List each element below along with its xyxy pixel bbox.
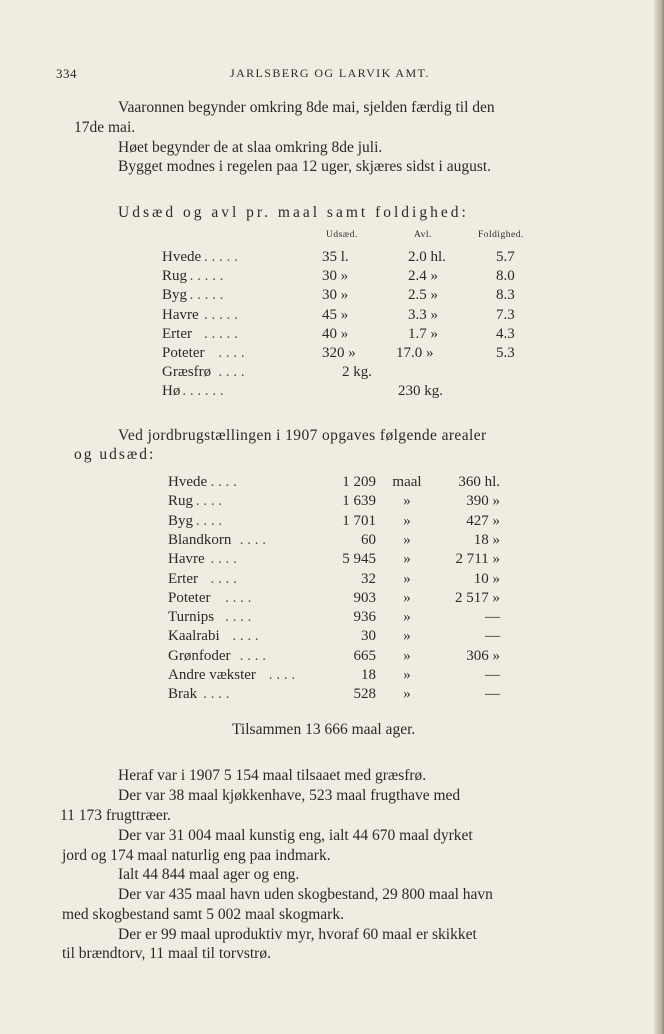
- leader-dots: . . . .: [239, 647, 266, 664]
- census-row-area: 1 639: [342, 493, 376, 510]
- census-row-area: 936: [353, 609, 376, 626]
- yield-row-harvest: 1.7 »: [408, 325, 438, 342]
- yield-row-fold: 7.3: [496, 306, 515, 323]
- closing-line-10: til brændtorv, 11 maal til torvstrø.: [62, 945, 271, 962]
- census-row-amount: 306 »: [466, 647, 500, 664]
- yield-row-fold: 8.3: [496, 287, 515, 304]
- census-row-unit: »: [403, 667, 411, 683]
- census-row-unit: »: [403, 686, 411, 703]
- census-row-crop: Blandkorn: [168, 531, 232, 548]
- yield-row-crop: Rug: [162, 268, 188, 285]
- census-row-area: 18: [361, 667, 376, 683]
- census-row-unit: »: [403, 647, 411, 664]
- yield-row-fold: 5.3: [496, 345, 515, 361]
- yield-row-fold: 4.3: [496, 325, 515, 342]
- closing-line-9: Der er 99 maal uproduktiv myr, hvoraf 60 maal er skikket: [118, 926, 477, 943]
- census-row-amount: 2 517 »: [455, 589, 500, 606]
- census-row-area: 32: [361, 570, 376, 587]
- leader-dots: . . . .: [225, 589, 252, 606]
- census-row-unit: »: [403, 512, 411, 529]
- census-row-amount: 427 »: [466, 512, 500, 529]
- yield-row-harvest: 230 kg.: [398, 383, 443, 400]
- census-row-crop: Rug: [168, 493, 194, 510]
- leader-dots: . . . . .: [204, 325, 238, 342]
- yield-row-sown: 30 »: [322, 287, 349, 304]
- yield-row-sown: 35 l.: [322, 249, 349, 265]
- yield-row-crop: Græsfrø: [162, 364, 212, 381]
- census-row-amount: 18 »: [473, 531, 500, 548]
- leader-dots: . . . .: [195, 493, 223, 510]
- census-row-unit: »: [403, 570, 411, 587]
- yield-row-sown: 30 »: [322, 268, 349, 285]
- leader-dots: . . . .: [203, 686, 230, 703]
- census-row-area: 665: [353, 647, 376, 664]
- page-header: [56, 66, 608, 84]
- leader-dots: . . . .: [210, 474, 237, 490]
- census-row-crop: Hvede: [168, 474, 208, 490]
- yield-row-fold: 8.0: [496, 268, 515, 285]
- census-total: Tilsammen 13 666 maal ager.: [232, 721, 416, 738]
- census-row-unit: »: [403, 589, 411, 606]
- census-row-unit: maal: [392, 474, 422, 490]
- closing-line-8: med skogbestand samt 5 002 maal skogmark.: [62, 906, 344, 923]
- census-row-amount: 390 »: [466, 493, 500, 510]
- running-title: JARLSBERG OG LARVIK AMT.: [230, 66, 430, 80]
- census-heading-line-1: Ved jordbrugstællingen i 1907 opgaves følgende arealer: [118, 427, 487, 444]
- census-row-crop: Poteter: [168, 589, 211, 606]
- closing-line-7: Der var 435 maal havn uden skogbestand, 29 800 maal havn: [118, 886, 493, 903]
- census-row-unit: »: [403, 551, 411, 568]
- leader-dots: . . . . .: [189, 287, 224, 304]
- census-row-amount: —: [485, 628, 500, 645]
- leader-dots: . . . .: [218, 364, 245, 381]
- leader-dots: . . . . .: [204, 249, 238, 265]
- closing-line-1: Heraf var i 1907 5 154 maal tilsaaet med græsfrø.: [118, 767, 427, 784]
- yield-row-sown: 2 kg.: [342, 364, 372, 381]
- book-spine-shadow: [654, 0, 664, 1034]
- yield-heading: Udsæd og avl pr. maal samt foldighed:: [118, 204, 469, 221]
- leader-dots: . . . .: [210, 570, 237, 587]
- census-row-area: 1 209: [342, 474, 376, 490]
- census-row-amount: —: [485, 609, 500, 626]
- census-row-area: 30: [361, 628, 376, 645]
- census-row-amount: —: [485, 667, 500, 683]
- intro-line-3: Høet begynder de at slaa omkring 8de juli.: [118, 139, 383, 156]
- leader-dots: . . . .: [268, 667, 296, 683]
- yield-row-crop: Erter: [162, 325, 192, 342]
- leader-dots: . . . . .: [204, 306, 238, 323]
- intro-line-4: Bygget modnes i regelen paa 12 uger, skjæres sidst i august.: [118, 158, 492, 175]
- yield-row-harvest: 17.0 »: [396, 345, 434, 361]
- census-row-crop: Byg: [168, 512, 194, 529]
- census-row-amount: 10 »: [473, 570, 500, 587]
- census-row-unit: »: [403, 531, 411, 548]
- leader-dots: . . . . . .: [182, 383, 224, 400]
- census-row-amount: 2 711 »: [455, 551, 500, 568]
- intro-line-1: Vaaronnen begynder omkring 8de mai, sjelden færdig til den: [118, 99, 495, 116]
- col-header-sown: Udsæd.: [326, 230, 358, 240]
- yield-row-harvest: 2.0 hl.: [408, 249, 446, 265]
- census-row-crop: Turnips: [168, 609, 215, 626]
- closing-line-3: 11 173 frugttræer.: [60, 807, 171, 824]
- census-row-area: 903: [353, 589, 376, 606]
- census-row-unit: »: [403, 493, 411, 510]
- yield-row-harvest: 3.3 »: [408, 306, 438, 323]
- census-row-amount: —: [485, 686, 500, 703]
- census-row-unit: »: [403, 628, 411, 645]
- census-row-crop: Havre: [168, 551, 205, 568]
- yield-row-sown: 40 »: [322, 325, 349, 342]
- census-row-amount: 360 hl.: [458, 474, 500, 490]
- census-row-crop: Erter: [168, 570, 198, 587]
- leader-dots: . . . .: [239, 531, 266, 548]
- yield-row-fold: 5.7: [496, 249, 515, 265]
- yield-row-sown: 320 »: [322, 345, 356, 361]
- census-heading-line-2: og udsæd:: [74, 446, 156, 463]
- census-row-crop: Grønfoder: [168, 647, 231, 664]
- census-row-area: 1 701: [342, 512, 376, 529]
- yield-row-crop: Havre: [162, 306, 199, 323]
- closing-line-2: Der var 38 maal kjøkkenhave, 523 maal frugthave med: [118, 787, 461, 804]
- intro-line-2: 17de mai.: [74, 119, 136, 136]
- census-row-area: 60: [361, 531, 376, 548]
- yield-row-harvest: 2.5 »: [408, 287, 438, 304]
- census-row-area: 528: [353, 686, 376, 703]
- leader-dots: . . . .: [232, 628, 259, 645]
- census-row-crop: Andre vækster: [168, 667, 256, 683]
- census-row-area: 5 945: [342, 551, 376, 568]
- closing-line-5: jord og 174 maal naturlig eng paa indmark.: [62, 847, 331, 864]
- yield-row-harvest: 2.4 »: [408, 268, 438, 285]
- yield-row-sown: 45 »: [322, 306, 349, 323]
- census-row-crop: Kaalrabi: [168, 628, 220, 645]
- yield-row-crop: Poteter: [162, 345, 205, 361]
- col-header-fold: Foldighed.: [478, 230, 524, 240]
- leader-dots: . . . .: [225, 609, 252, 626]
- census-row-crop: Brak: [168, 686, 198, 703]
- census-row-unit: »: [403, 609, 411, 626]
- closing-line-4: Der var 31 004 maal kunstig eng, ialt 44 670 maal dyrket: [118, 827, 473, 844]
- page-number: 334: [56, 66, 77, 81]
- yield-row-crop: Byg: [162, 287, 188, 304]
- col-header-harvest: Avl.: [414, 230, 432, 240]
- closing-line-6: Ialt 44 844 maal ager og eng.: [118, 866, 300, 883]
- leader-dots: . . . .: [210, 551, 237, 568]
- leader-dots: . . . .: [195, 512, 223, 529]
- yield-row-crop: Hø: [162, 383, 181, 400]
- leader-dots: . . . . .: [189, 268, 224, 285]
- yield-row-crop: Hvede: [162, 249, 202, 265]
- leader-dots: . . . .: [218, 345, 245, 361]
